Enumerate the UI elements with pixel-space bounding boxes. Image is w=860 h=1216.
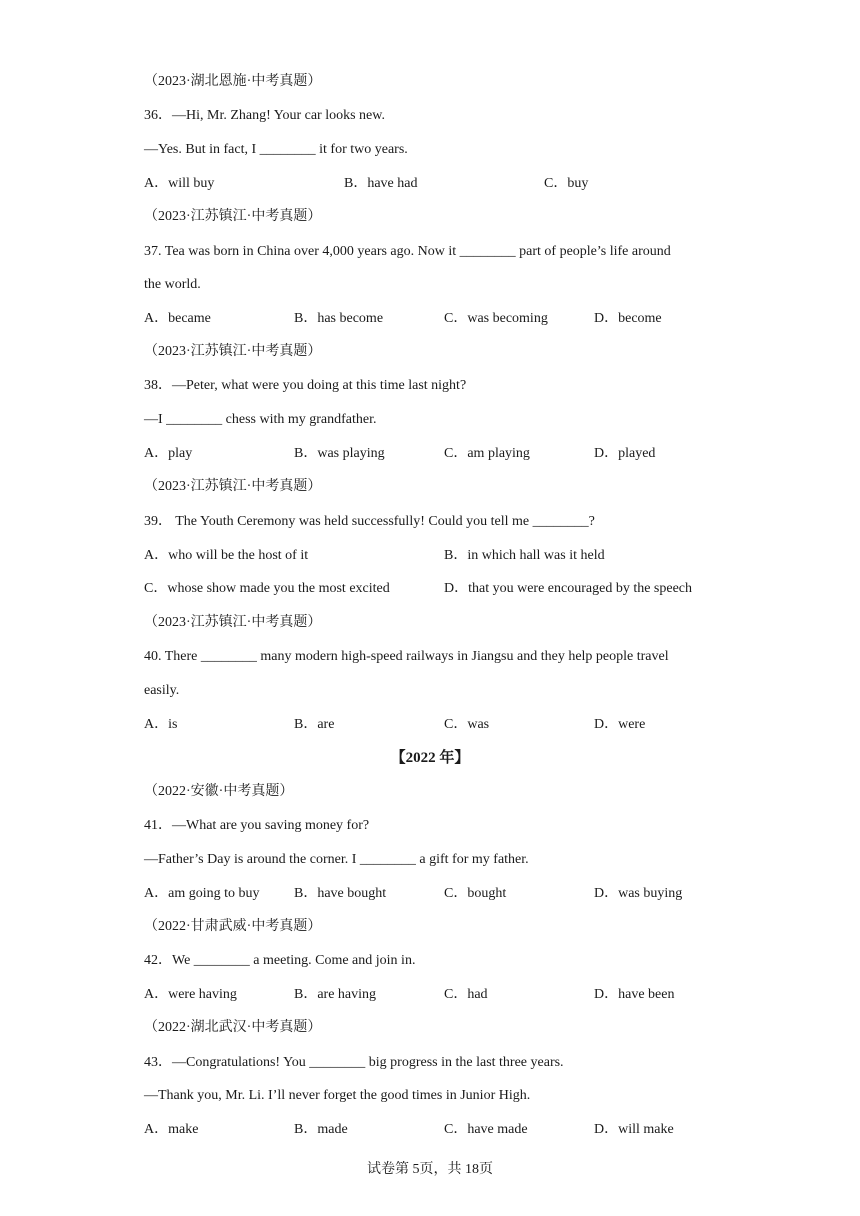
q43-option-a: A．make [144, 1122, 199, 1137]
q43-stem: 43．—Congratulations! You ________ big progress in the last three years. [144, 1055, 564, 1070]
q38-line2: —I ________ chess with my grandfather. [144, 412, 377, 427]
q37-stem: 37. Tea was born in China over 4,000 years ago. Now it ________ part of people’s life around [144, 244, 671, 259]
q40-stem: 40. There ________ many modern high-speed railways in Jiangsu and they help people travel [144, 649, 669, 664]
q41-line2: —Father’s Day is around the corner. I ________ a gift for my father. [144, 852, 529, 867]
q36-source: （2023·湖北恩施·中考真题） [144, 74, 322, 89]
q39-option-d: D．that you were encouraged by the speech [444, 581, 693, 596]
q39-option-b: B．in which hall was it held [444, 548, 605, 563]
q39-stem: 39． The Youth Ceremony was held successfully! Could you tell me ________? [144, 514, 595, 529]
q40-line2: easily. [144, 683, 180, 698]
q39-source: （2023·江苏镇江·中考真题） [144, 479, 322, 494]
q43-option-d: D．will make [594, 1122, 674, 1137]
q38-source: （2023·江苏镇江·中考真题） [144, 344, 322, 359]
q37-line2: the world. [144, 277, 201, 292]
q41-option-c: C．bought [444, 886, 507, 901]
q43-line2: —Thank you, Mr. Li. I’ll never forget the good times in Junior High. [144, 1088, 531, 1103]
q39-option-c: C．whose show made you the most excited [144, 581, 390, 596]
q39-option-a: A．who will be the host of it [144, 548, 309, 563]
q42-option-c: C．had [444, 987, 488, 1002]
q43-option-c: C．have made [444, 1122, 528, 1137]
q38-stem: 38．—Peter, what were you doing at this time last night? [144, 378, 467, 393]
q42-option-b: B．are having [294, 987, 377, 1002]
q40-source: （2023·江苏镇江·中考真题） [144, 615, 322, 630]
q41-option-a: A．am going to buy [144, 886, 260, 901]
q37-option-a: A．became [144, 311, 211, 326]
q41-option-b: B．have bought [294, 886, 387, 901]
q40-option-b: B．are [294, 717, 335, 732]
q38-option-b: B．was playing [294, 446, 385, 461]
q38-option-a: A．play [144, 446, 193, 461]
q42-option-a: A．were having [144, 987, 237, 1002]
q41-option-d: D．was buying [594, 886, 683, 901]
section-heading: 【2022 年】 [390, 750, 470, 766]
q42-stem: 42．We ________ a meeting. Come and join in. [144, 953, 416, 968]
q37-option-d: D．become [594, 311, 662, 326]
q36-stem: 36．—Hi, Mr. Zhang! Your car looks new. [144, 108, 385, 123]
q37-option-c: C．was becoming [444, 311, 548, 326]
q36-line2: —Yes. But in fact, I ________ it for two years. [144, 142, 408, 157]
q43-source: （2022·湖北武汉·中考真题） [144, 1020, 322, 1035]
q40-option-d: D．were [594, 717, 646, 732]
q40-option-c: C．was [444, 717, 490, 732]
q36-option-a: A．will buy [144, 176, 215, 191]
q37-source: （2023·江苏镇江·中考真题） [144, 209, 322, 224]
page-footer: 试卷第 5页，共 18页 [367, 1162, 493, 1177]
q42-source: （2022·甘肃武威·中考真题） [144, 919, 322, 934]
q43-option-b: B．made [294, 1122, 348, 1137]
q40-option-a: A．is [144, 717, 178, 732]
q37-option-b: B．has become [294, 311, 384, 326]
q42-option-d: D．have been [594, 987, 675, 1002]
q41-stem: 41．—What are you saving money for? [144, 818, 370, 833]
q36-option-b: B．have had [344, 176, 418, 191]
q36-option-c: C．buy [544, 176, 589, 191]
q38-option-d: D．played [594, 446, 656, 461]
q41-source: （2022·安徽·中考真题） [144, 784, 294, 799]
q38-option-c: C．am playing [444, 446, 530, 461]
